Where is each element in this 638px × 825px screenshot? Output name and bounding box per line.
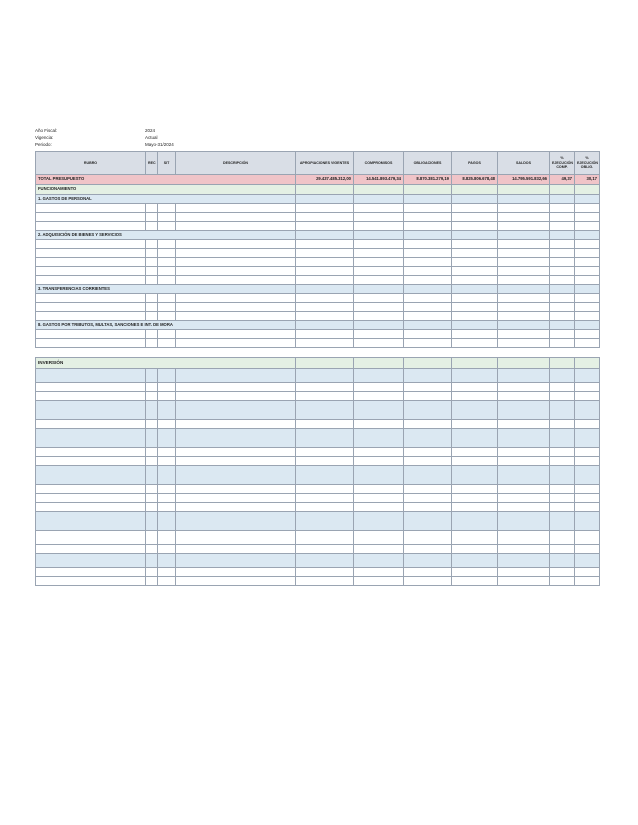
total-row	[36, 175, 600, 185]
table-row	[36, 383, 600, 392]
col-saldos: SALDOS	[498, 152, 550, 175]
table-row	[36, 330, 600, 339]
total-apropiaciones: 29.437.485.312,00	[296, 175, 354, 185]
subsection-row	[36, 195, 600, 204]
subsection-label: 8. GASTOS POR TRIBUTOS, MULTAS, SANCIONES E INT. DE MORA	[36, 321, 296, 330]
fiscal-year-label: Año Fiscal:	[35, 128, 58, 133]
table-row	[36, 466, 600, 485]
col-descripcion: DESCRIPCIÓN	[176, 152, 296, 175]
table-row	[36, 420, 600, 429]
table-row	[36, 312, 600, 321]
col-apropiaciones: APROPIACIONES VIGENTES	[296, 152, 354, 175]
table-row	[36, 554, 600, 568]
section-label: FUNCIONAMIENTO	[36, 185, 296, 195]
subsection-row	[36, 231, 600, 240]
subsection-row	[36, 321, 600, 330]
table-row	[36, 339, 600, 348]
col-rec: REC	[146, 152, 158, 175]
table-row	[36, 503, 600, 512]
table-row	[36, 429, 600, 448]
period-label: Periodo:	[35, 142, 52, 147]
total-pagos: 8.825.806.678,48	[452, 175, 498, 185]
table-row	[36, 577, 600, 586]
table-row	[36, 222, 600, 231]
section-row	[36, 185, 600, 195]
period-value: Mayo-31/2024	[145, 142, 174, 147]
budget-table	[35, 151, 600, 586]
table-row	[36, 512, 600, 531]
subsection-label: 2. ADQUISICIÓN DE BIENES Y SERVICIOS	[36, 231, 296, 240]
total-ejec-oblig: 30,17	[575, 175, 600, 185]
fiscal-year-value: 2024	[145, 128, 156, 133]
table-row	[36, 267, 600, 276]
table-header	[36, 152, 600, 175]
col-rubro: RUBRO	[36, 152, 146, 175]
subsection-row	[36, 285, 600, 294]
col-obligaciones: OBLIGACIONES	[404, 152, 452, 175]
total-ejec-comp: 49,37	[550, 175, 575, 185]
table-row	[36, 401, 600, 420]
table-row	[36, 531, 600, 545]
col-sit: SIT	[158, 152, 176, 175]
section-label: INVERSIÓN	[36, 358, 296, 369]
col-pagos: PAGOS	[452, 152, 498, 175]
total-obligaciones: 8.870.381.279,19	[404, 175, 452, 185]
table-row	[36, 392, 600, 401]
table-row	[36, 568, 600, 577]
report-metadata	[35, 128, 599, 147]
validity-value: Actual	[145, 135, 158, 140]
subsection-label: 3. TRANSFERENCIAS CORRIENTES	[36, 285, 296, 294]
table-row	[36, 240, 600, 249]
section-row	[36, 358, 600, 369]
table-row	[36, 457, 600, 466]
total-compromisos: 14.541.893.479,34	[354, 175, 404, 185]
total-label: TOTAL PRESUPUESTO	[36, 175, 296, 185]
budget-report	[35, 128, 599, 586]
table-row	[36, 213, 600, 222]
table-row	[36, 303, 600, 312]
table-row	[36, 448, 600, 457]
table-row	[36, 276, 600, 285]
spacer-row	[36, 348, 600, 358]
table-row	[36, 249, 600, 258]
table-row	[36, 369, 600, 383]
total-saldos: 14.795.591.832,66	[498, 175, 550, 185]
validity-label: Vigencia:	[35, 135, 54, 140]
col-ejec-comp: % EJECUCIÓN COMP.	[550, 152, 575, 175]
table-row	[36, 494, 600, 503]
table-row	[36, 485, 600, 494]
subsection-label: 1. GASTOS DE PERSONAL	[36, 195, 296, 204]
col-compromisos: COMPROMISOS	[354, 152, 404, 175]
table-row	[36, 204, 600, 213]
table-row	[36, 294, 600, 303]
table-row	[36, 258, 600, 267]
col-ejec-oblig: % EJECUCIÓN OBLIG.	[575, 152, 600, 175]
table-row	[36, 545, 600, 554]
